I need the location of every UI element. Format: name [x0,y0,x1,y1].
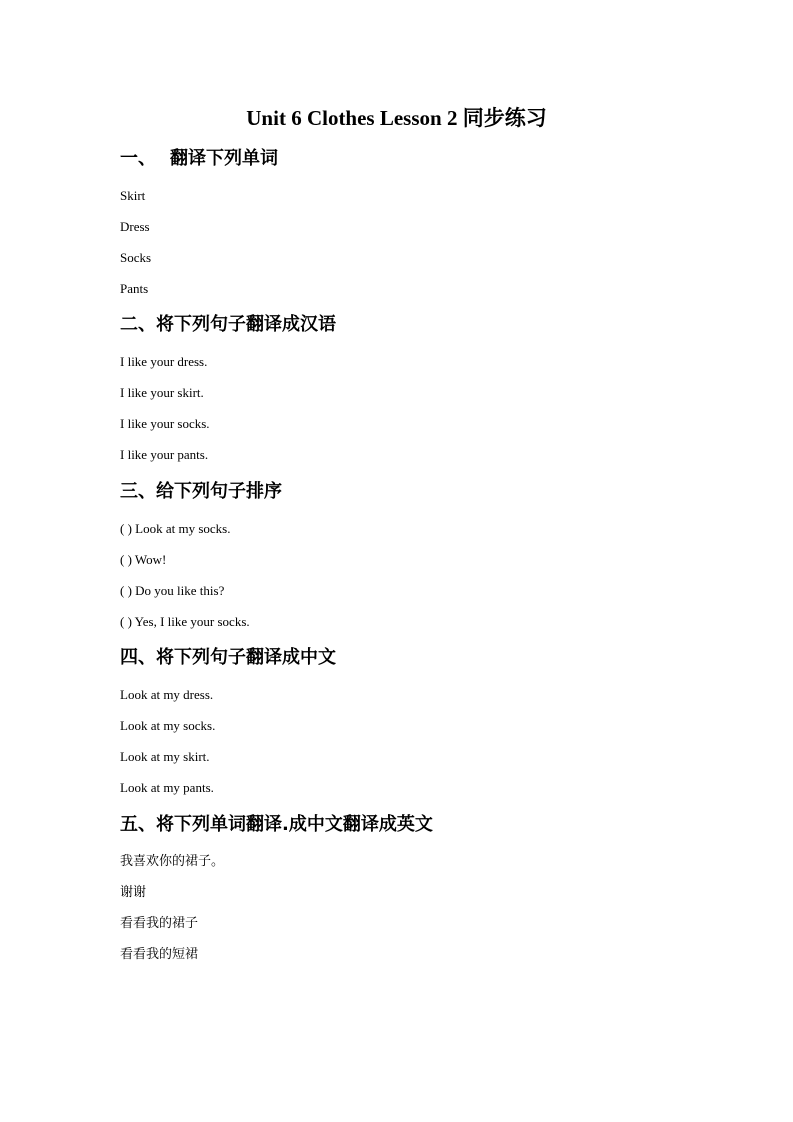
sentence-list [120,353,680,464]
page-title: Unit 6 Clothes Lesson 2 同步练习 [246,106,547,130]
list-item: 看看我的裙子 [120,916,199,931]
section-number: 三、 [120,481,156,502]
section-number: 五、 [120,814,156,835]
section-heading [120,813,680,837]
section-number: 二、 [120,314,156,335]
chinese-sentence-list [120,853,680,964]
list-item: I like your dress. [120,354,208,369]
section-1 [120,147,680,298]
list-item: Look at my pants. [120,780,214,795]
section-heading [120,313,680,337]
list-item: Look at my socks. [120,718,216,733]
list-item: Socks [120,250,152,265]
sentence-list [120,686,680,797]
section-heading [120,480,680,504]
list-item: ( ) Look at my socks. [120,521,231,536]
list-item: ( ) Wow! [120,552,167,567]
list-item: Skirt [120,188,146,203]
section-3 [120,480,680,631]
section-title: 将下列单词翻译.成中文翻译成英文 [156,814,433,835]
list-item: ( ) Yes, I like your socks. [120,614,250,629]
section-title: 将下列句子翻译成中文 [156,647,336,668]
list-item: Look at my skirt. [120,749,210,764]
list-item: I like your skirt. [120,385,204,400]
section-heading [120,646,680,670]
section-5 [120,813,680,964]
list-item: 我喜欢你的裙子。 [120,854,225,869]
list-item: ( ) Do you like this? [120,583,225,598]
list-item: I like your socks. [120,416,210,431]
list-item: Dress [120,219,150,234]
list-item: Pants [120,281,149,296]
section-heading [120,147,680,171]
list-item: I like your pants. [120,447,209,462]
section-number: 一、 [120,148,156,169]
section-title: 将下列句子翻译成汉语 [156,314,336,335]
list-item: 谢谢 [120,885,147,900]
section-number: 四、 [120,647,156,668]
ordering-list [120,520,680,631]
list-item: Look at my dress. [120,687,214,702]
list-item: 看看我的短裙 [120,947,199,962]
section-2 [120,313,680,464]
section-title: 翻译下列单词 [170,148,278,169]
word-list [120,187,680,298]
section-title: 给下列句子排序 [156,481,282,502]
section-4 [120,646,680,797]
